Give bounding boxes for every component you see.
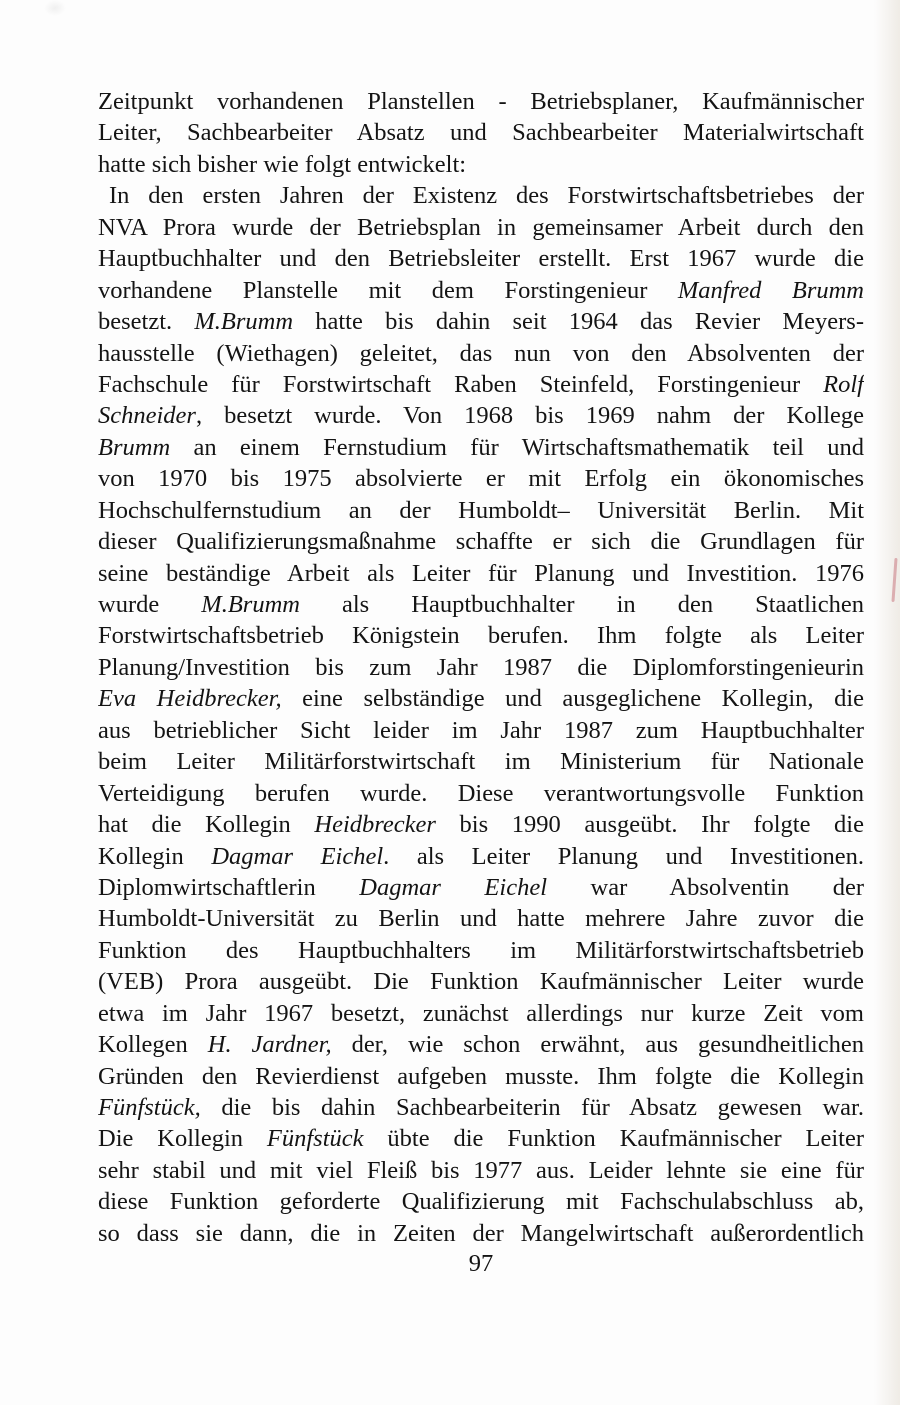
text-run: sehr stabil und mit viel Fleiß bis 1977 aus. Leider lehnte sie eine für — [98, 1156, 864, 1184]
text-line — [98, 872, 864, 903]
text-run: Funktion des Hauptbuchhalters im Militärforstwirtschaftsbetrieb — [98, 936, 864, 964]
text-line — [98, 558, 864, 589]
text-run: bis 1990 ausgeübt. Ihr folgte die — [435, 811, 864, 839]
italic-name-run: Heidbrecker — [314, 811, 436, 839]
italic-name-run: M.Brumm — [194, 308, 294, 336]
text-line — [98, 117, 864, 148]
text-run: Gründen den Revierdienst aufgeben musste. Ihm folgte die Kollegin — [98, 1062, 864, 1090]
text-line — [98, 275, 864, 306]
text-line — [98, 526, 864, 557]
text-line — [98, 746, 864, 777]
text-line — [98, 715, 864, 746]
text-run: seine beständige Arbeit als Leiter für Planung und Investition. 1976 — [98, 559, 864, 587]
text-line — [98, 1123, 864, 1154]
italic-name-run: Manfred Brumm — [677, 276, 864, 304]
text-line — [98, 841, 864, 872]
text-run: beim Leiter Militärforstwirtschaft im Ministerium für Nationale — [98, 748, 864, 776]
text-run: von 1970 bis 1975 absolvierte er mit Erfolg ein ökonomisches — [98, 465, 864, 493]
text-line — [98, 1186, 864, 1217]
text-line — [98, 966, 864, 997]
text-line — [98, 903, 864, 934]
text-run: so dass sie dann, die in Zeiten der Mangelwirtschaft außerordentlich — [98, 1219, 864, 1247]
text-line — [98, 998, 864, 1029]
text-run: dieser Qualifizierungsmaßnahme schaffte er sich die Grundlagen für — [98, 528, 864, 556]
italic-name-run: Fünfstück — [266, 1125, 364, 1153]
italic-name-run: Schneider — [98, 402, 196, 430]
text-line — [98, 589, 864, 620]
text-line — [98, 212, 864, 243]
text-line — [98, 935, 864, 966]
text-run: hat die Kollegin — [98, 811, 315, 839]
text-line — [98, 495, 864, 526]
italic-name-run: Dagmar Eichel — [359, 873, 548, 901]
text-line — [98, 243, 864, 274]
text-line — [98, 86, 864, 117]
text-run: diese Funktion geforderte Qualifizierung mit Fachschulabschluss ab, — [98, 1188, 864, 1216]
text-line — [98, 149, 864, 180]
text-run: besetzt. — [98, 308, 195, 336]
text-run: eine selbständige und ausgeglichene Kollegin, die — [281, 685, 864, 713]
italic-name-run: H. Jardner, — [207, 1031, 332, 1059]
text-line — [98, 1155, 864, 1186]
text-run: an einem Fernstudium für Wirtschaftsmathematik teil und — [170, 433, 864, 461]
text-run: Hochschulfernstudium an der Humboldt– Universität Berlin. Mit — [98, 496, 864, 524]
page-number: 97 — [468, 1250, 494, 1277]
text-line — [98, 620, 864, 651]
text-line — [98, 432, 864, 463]
text-run: etwa im Jahr 1967 besetzt, zunächst allerdings nur kurze Zeit vom — [98, 999, 864, 1027]
text-line — [98, 652, 864, 683]
text-run: hatte sich bisher wie folgt entwickelt: — [98, 150, 467, 178]
text-run: . als Leiter Planung und Investitionen. — [383, 842, 864, 870]
text-run: NVA Prora wurde der Betriebsplan in gemeinsamer Arbeit durch den — [98, 213, 864, 241]
text-run: Planung/Investition bis zum Jahr 1987 die Diplomforstingenieurin — [98, 653, 864, 681]
text-run: In den ersten Jahren der Existenz des Forstwirtschaftsbetriebes der — [109, 182, 864, 210]
text-run: Verteidigung berufen wurde. Diese verantwortungsvolle Funktion — [98, 779, 864, 807]
text-run: wurde — [98, 591, 202, 618]
text-line — [98, 1029, 864, 1060]
italic-name-run: M.Brumm — [201, 591, 300, 618]
text-run: hausstelle (Wiethagen) geleitet, das nun von den Absolventen der — [98, 339, 864, 367]
text-run: Fachschule für Forstwirtschaft Raben Steinfeld, Forstingenieur — [98, 370, 824, 398]
text-run: als Hauptbuchhalter in den Staatlichen — [299, 591, 864, 618]
text-line — [98, 463, 864, 494]
page-text — [98, 86, 864, 1249]
text-run: (VEB) Prora ausgeübt. Die Funktion Kaufmännischer Leiter wurde — [98, 968, 864, 996]
text-line — [98, 338, 864, 369]
text-line — [98, 683, 864, 714]
italic-name-run: Eva Heidbrecker, — [98, 685, 282, 713]
text-run: vorhandene Planstelle mit dem Forstingenieur — [98, 276, 678, 304]
text-line — [98, 369, 864, 400]
text-run: Leiter, Sachbearbeiter Absatz und Sachbearbeiter Materialwirtschaft — [98, 119, 864, 147]
text-run: Forstwirtschaftsbetrieb Königstein berufen. Ihm folgte als Leiter — [98, 622, 864, 650]
italic-name-run: Fünfstück, — [98, 1094, 201, 1121]
text-line — [98, 1218, 864, 1249]
red-pen-mark — [891, 558, 897, 602]
text-run: Kollegen — [98, 1031, 208, 1059]
text-run: Zeitpunkt vorhandenen Planstellen - Betriebsplaner, Kaufmännischer — [98, 88, 864, 115]
text-run: Die Kollegin — [98, 1125, 267, 1153]
text-run: hatte bis dahin seit 1964 das Revier Meyers- — [293, 308, 864, 336]
text-run: die bis dahin Sachbearbeiterin für Absatz gewesen war. — [200, 1094, 864, 1121]
text-run: Humboldt-Universität zu Berlin und hatte mehrere Jahre zuvor die — [98, 905, 864, 933]
scan-smudge — [44, 0, 66, 16]
text-run: , besetzt wurde. Von 1968 bis 1969 nahm der Kollege — [195, 402, 864, 430]
text-line — [98, 1092, 864, 1123]
text-line — [98, 809, 864, 840]
italic-name-run: Dagmar Eichel — [211, 842, 384, 870]
text-line — [98, 778, 864, 809]
text-run: Kollegin — [98, 842, 212, 870]
text-line — [98, 180, 864, 211]
text-run: Hauptbuchhalter und den Betriebsleiter erstellt. Erst 1967 wurde die — [98, 245, 864, 273]
text-run: Diplomwirtschaftlerin — [98, 873, 360, 901]
text-line — [98, 1061, 864, 1092]
text-run: aus betrieblicher Sicht leider im Jahr 1987 zum Hauptbuchhalter — [98, 716, 864, 744]
italic-name-run: Brumm — [98, 433, 171, 461]
text-run: der, wie schon erwähnt, aus gesundheitlichen — [331, 1031, 864, 1059]
italic-name-run: Rolf — [823, 370, 864, 398]
text-run: war Absolventin der — [547, 873, 864, 901]
scan-edge-shading — [874, 0, 900, 1405]
text-line — [98, 306, 864, 337]
text-run: übte die Funktion Kaufmännischer Leiter — [363, 1125, 864, 1153]
text-line — [98, 400, 864, 431]
